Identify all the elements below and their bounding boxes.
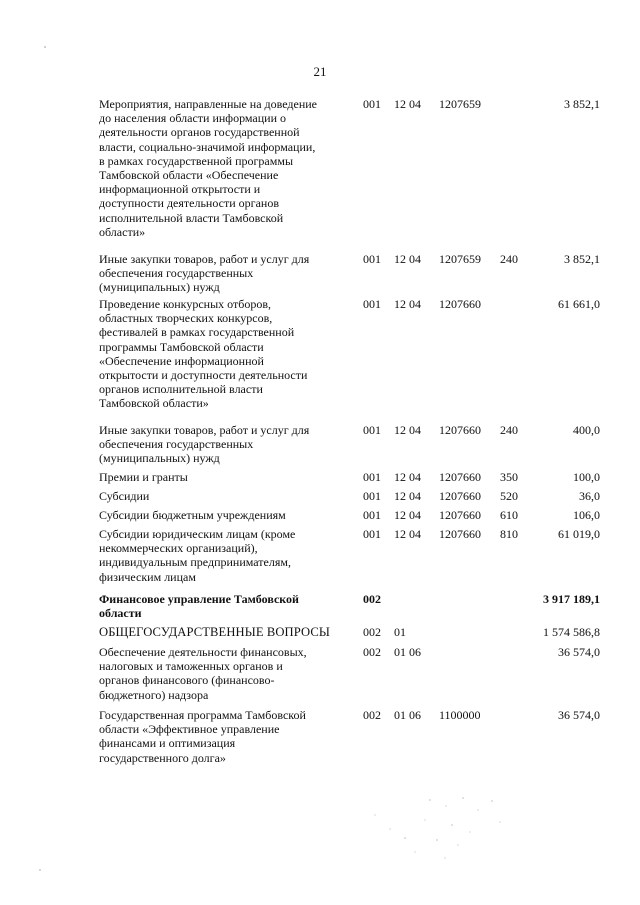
row-name-line: налоговых и таможенных органов и (99, 659, 283, 674)
row-name-line: до населения области информации о (99, 111, 286, 126)
row-name-line: индивидуальным предпринимателям, (99, 555, 291, 570)
row-name-line: программы Тамбовской области (99, 339, 264, 354)
row-name-line: бюджетного) надзора (99, 687, 209, 702)
row-name-line: областных творческих конкурсов, (99, 311, 273, 326)
row-name-line: Финансовое управление Тамбовской (99, 592, 299, 606)
row-vr: 610 (500, 508, 518, 522)
row-name-line: «Обеспечение информационной (99, 353, 264, 368)
row-ved: 001 (363, 508, 381, 522)
row-amount: 3 852,1 (564, 97, 600, 111)
row-rz-pr: 12 04 (394, 489, 421, 503)
row-cs: 1207660 (439, 527, 481, 541)
row-name-line: Иные закупки товаров, работ и услуг для (99, 423, 310, 437)
row-name-line: Иные закупки товаров, работ и услуг для (99, 252, 310, 266)
row-name-line: области «Эффективное управление (99, 722, 280, 737)
row-vr: 350 (500, 470, 518, 484)
row-amount: 61 661,0 (558, 297, 600, 311)
row-name-line: Субсидии юридическим лицам (кроме (99, 527, 296, 541)
row-name-line: Тамбовской области» (99, 396, 209, 411)
row-rz-pr: 01 06 (394, 708, 421, 722)
row-ved: 002 (363, 625, 381, 639)
row-amount: 106,0 (573, 508, 600, 522)
row-ved: 001 (363, 252, 381, 266)
row-name-line: Проведение конкурсных отборов, (99, 297, 272, 311)
row-rz-pr: 01 06 (394, 645, 421, 659)
row-cs: 1207660 (439, 489, 481, 503)
row-name-line: открытости и доступности деятельности (99, 368, 308, 383)
row-cs: 1207659 (439, 252, 481, 266)
row-name-line: Обеспечение деятельности финансовых, (99, 645, 307, 659)
row-amount: 36 574,0 (558, 645, 600, 659)
row-name-line: доступности деятельности органов (99, 196, 279, 211)
row-rz-pr: 12 04 (394, 508, 421, 522)
row-name-line: власти, социально-значимой информации, (99, 139, 316, 154)
row-amount: 1 574 586,8 (543, 625, 600, 639)
row-name-line: области (99, 606, 142, 621)
row-rz-pr: 01 (394, 625, 406, 639)
row-name-line: фестивалей в рамках государственной (99, 325, 295, 340)
row-amount: 36 574,0 (558, 708, 600, 722)
row-name-line: Государственная программа Тамбовской (99, 708, 306, 722)
row-name-line: Субсидии бюджетным учреждениям (99, 508, 286, 522)
row-amount: 3 917 189,1 (543, 592, 600, 606)
row-name-line: в рамках государственной программы (99, 153, 294, 168)
row-name-line: исполнительной власти Тамбовской (99, 210, 284, 225)
row-cs: 1100000 (439, 708, 481, 722)
row-rz-pr: 12 04 (394, 252, 421, 266)
row-cs: 1207660 (439, 470, 481, 484)
row-vr: 240 (500, 423, 518, 437)
row-name-line: органов финансового (финансово- (99, 673, 275, 688)
row-name-line: области» (99, 224, 146, 239)
row-ved: 001 (363, 489, 381, 503)
row-name-line: ОБЩЕГОСУДАРСТВЕННЫЕ ВОПРОСЫ (99, 625, 330, 639)
row-name-line: государственного долга» (99, 750, 226, 765)
row-cs: 1207660 (439, 297, 481, 311)
page-number: 21 (313, 64, 327, 79)
row-name-line: обеспечения государственных (99, 437, 254, 452)
row-rz-pr: 12 04 (394, 423, 421, 437)
row-ved: 001 (363, 470, 381, 484)
row-ved: 001 (363, 297, 381, 311)
row-name-line: деятельности органов государственной (99, 125, 300, 140)
row-name-line: Премии и гранты (99, 470, 188, 484)
row-ved: 002 (363, 708, 381, 722)
row-name-line: информационной открытости и (99, 182, 261, 197)
row-ved: 001 (363, 423, 381, 437)
row-vr: 520 (500, 489, 518, 503)
row-name-line: Субсидии (99, 489, 150, 503)
row-rz-pr: 12 04 (394, 297, 421, 311)
row-amount: 100,0 (573, 470, 600, 484)
row-amount: 3 852,1 (564, 252, 600, 266)
row-ved: 001 (363, 97, 381, 111)
row-cs: 1207660 (439, 423, 481, 437)
row-name-line: (муниципальных) нужд (99, 451, 220, 466)
row-ved: 001 (363, 527, 381, 541)
row-name-line: (муниципальных) нужд (99, 280, 220, 295)
row-vr: 240 (500, 252, 518, 266)
row-ved: 002 (363, 592, 381, 606)
row-name-line: Мероприятия, направленные на доведение (99, 97, 317, 111)
row-name-line: обеспечения государственных (99, 266, 254, 281)
row-name-line: некоммерческих организаций), (99, 541, 258, 556)
row-rz-pr: 12 04 (394, 470, 421, 484)
row-amount: 36,0 (579, 489, 600, 503)
row-rz-pr: 12 04 (394, 97, 421, 111)
row-name-line: финансами и оптимизация (99, 736, 236, 751)
row-amount: 400,0 (573, 423, 600, 437)
row-amount: 61 019,0 (558, 527, 600, 541)
row-rz-pr: 12 04 (394, 527, 421, 541)
row-ved: 002 (363, 645, 381, 659)
row-cs: 1207659 (439, 97, 481, 111)
row-name-line: Тамбовской области «Обеспечение (99, 168, 279, 183)
row-cs: 1207660 (439, 508, 481, 522)
row-name-line: физическим лицам (99, 569, 196, 584)
row-name-line: органов исполнительной власти (99, 382, 263, 397)
row-vr: 810 (500, 527, 518, 541)
